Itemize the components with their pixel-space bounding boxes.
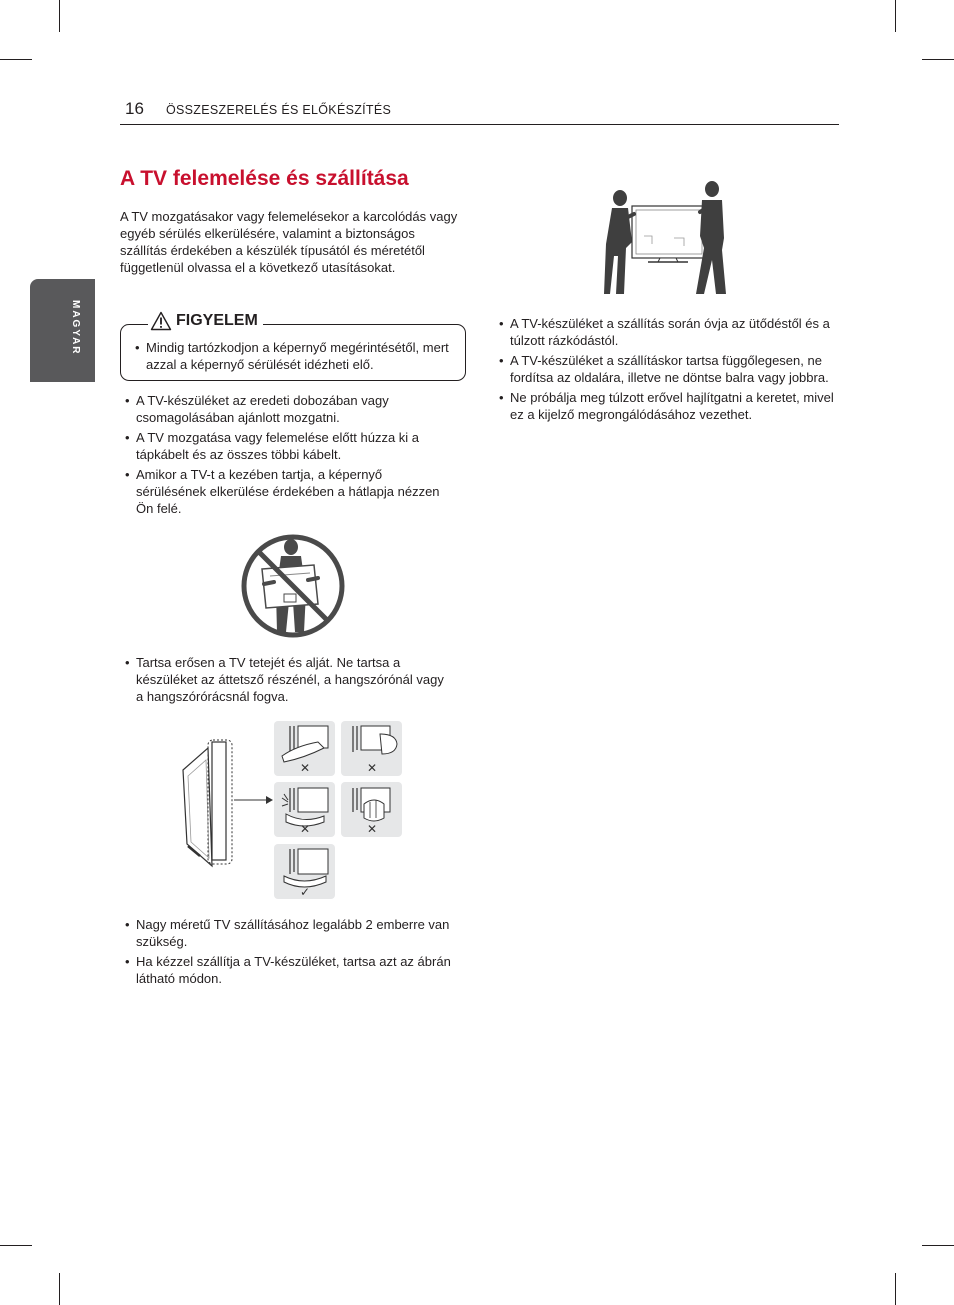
handling-list <box>120 392 450 520</box>
caution-list <box>130 339 450 376</box>
crop-mark <box>0 59 32 60</box>
list-item: • Amikor a TV-t a kezében tartja, a képernyő sérülésének elkerülése érdekében a hátlapja nézzen Ön felé. <box>120 466 450 517</box>
language-side-tab-label: MAGYAR <box>70 300 81 356</box>
list-item: • A TV-készüléket az eredeti dobozában vagy csomagolásában ajánlott mozgatni. <box>120 392 450 426</box>
wrong-mark-icon: ✕ <box>366 822 378 836</box>
grip-positions-illustration <box>178 718 410 904</box>
two-person-carry-illustration <box>604 178 732 296</box>
crop-mark <box>59 1273 60 1305</box>
correct-mark-icon: ✓ <box>299 885 311 899</box>
tv-side-view <box>183 740 232 866</box>
list-item: • Tartsa erősen a TV tetejét és alját. Ne tartsa a készüléket az áttetsző részénél, a hangszórónál vagy a hangszórórácsnál fogva. <box>120 654 450 705</box>
page-number: 16 <box>125 99 144 118</box>
wrong-mark-icon: ✕ <box>299 822 311 836</box>
right-person-figure <box>696 181 726 294</box>
wrong-mark-icon: ✕ <box>366 761 378 775</box>
language-side-tab <box>30 279 95 382</box>
list-item: • A TV mozgatása vagy felemelése előtt húzza ki a tápkábelt és az összes többi kábelt. <box>120 429 450 463</box>
list-item: • Ha kézzel szállítja a TV-készüléket, tartsa azt az ábrán látható módon. <box>120 953 455 987</box>
transport-list <box>494 315 834 426</box>
list-item: • A TV-készüléket a szállítás során óvja az ütődéstől és a túlzott rázkódástól. <box>494 315 834 349</box>
wrong-mark-icon: ✕ <box>299 761 311 775</box>
caution-heading <box>148 311 263 331</box>
crop-mark <box>922 59 954 60</box>
crop-mark <box>895 0 896 32</box>
caution-heading-text: FIGYELEM <box>176 312 258 329</box>
crop-mark <box>922 1245 954 1246</box>
section-title: A TV felemelése és szállítása <box>120 167 409 190</box>
left-person-figure <box>604 190 632 294</box>
list-item: • Nagy méretű TV szállításához legalább 2 emberre van szükség. <box>120 916 455 950</box>
prohibited-carry-illustration <box>238 532 348 640</box>
crop-mark <box>0 1245 32 1246</box>
running-head: ÖSSZESZERELÉS ÉS ELŐKÉSZÍTÉS <box>166 103 392 117</box>
grip-list <box>120 654 450 708</box>
list-item: • Ne próbálja meg túlzott erővel hajlítgatni a keretet, mivel ez a kijelző megrongálódásához vezethet. <box>494 389 834 423</box>
arrow-right-icon <box>266 796 273 804</box>
warning-triangle-icon <box>150 311 172 331</box>
header-rule <box>120 124 839 125</box>
carry-list <box>120 916 455 990</box>
list-item: • A TV-készüléket a szállításkor tartsa függőlegesen, ne fordítsa az oldalára, illetve ne döntse balra vagy jobbra. <box>494 352 834 386</box>
crop-mark <box>59 0 60 32</box>
list-item: • Mindig tartózkodjon a képernyő megérintésétől, mert azzal a képernyő sérülését idézheti elő. <box>130 339 450 373</box>
crop-mark <box>895 1273 896 1305</box>
tv-front <box>632 206 706 262</box>
section-intro: A TV mozgatásakor vagy felemelésekor a karcolódás vagy egyéb sérülés elkerülésére, valamint a biztonságos szállítás érdekében a készülék típusától és méretétől függetlenül olvassa el a következő utasításokat. <box>120 209 458 275</box>
